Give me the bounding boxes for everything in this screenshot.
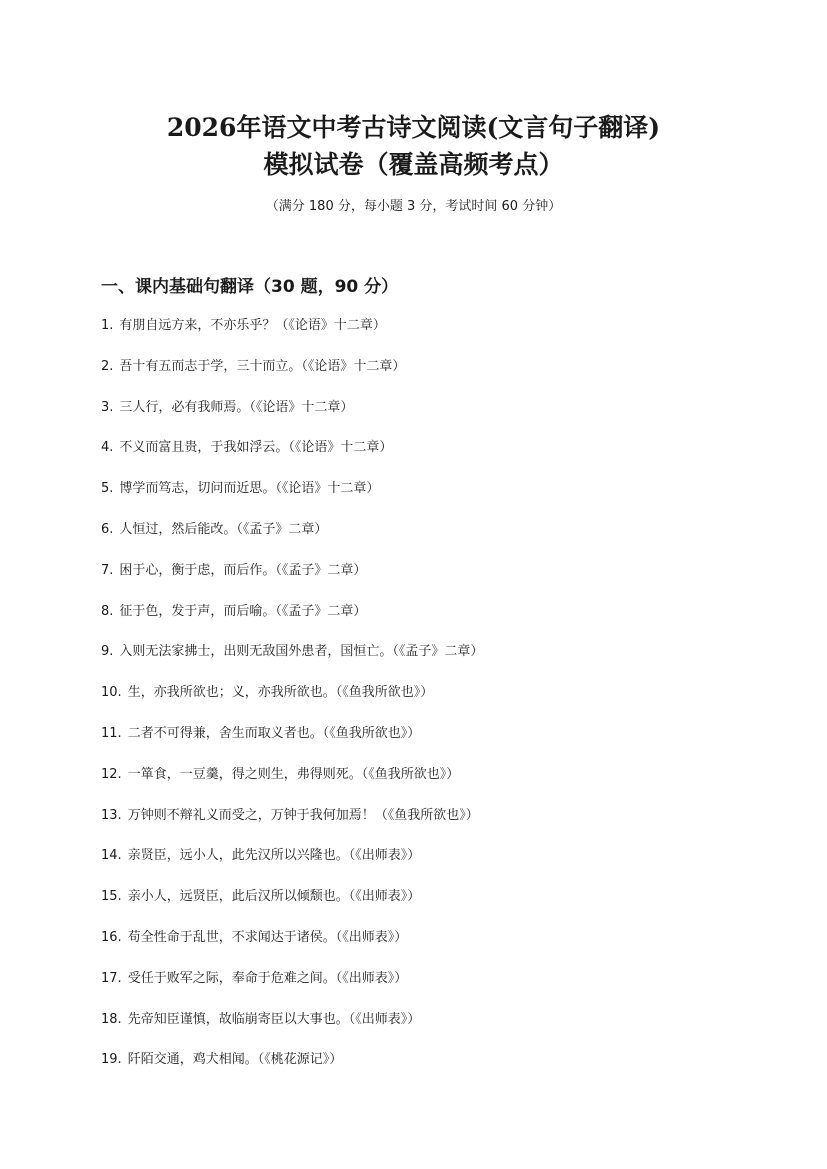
question-text: 受任于败军之际，奉命于危难之间。（《出师表》） [127,970,408,986]
question-item [101,1050,761,1091]
question-text: 人恒过，然后能改。（《孟子》二章） [119,521,328,537]
section-heading: 一、课内基础句翻译（30 题，90 分） [101,277,399,297]
question-text: 亲小人，远贤臣，此后汉所以倾颓也。（《出师表》） [127,889,421,905]
question-text: 征于色，发于声，而后喻。（《孟子》二章） [119,603,367,619]
question-text: 苟全性命于乱世，不求闻达于诸侯。（《出师表》） [127,929,408,945]
question-item [101,765,761,806]
question-text: 生，亦我所欲也；义，亦我所欲也。（《鱼我所欲也》） [127,685,434,701]
question-number: 14. [101,848,122,864]
exam-info-subtitle: （满分 180 分，每小题 3 分，考试时间 60 分钟） [265,199,562,214]
question-text: 先帝知臣谨慎，故临崩寄臣以大事也。（《出师表》） [127,1011,421,1027]
question-text: 万钟则不辩礼义而受之，万钟于我何加焉！（《鱼我所欲也》） [127,807,479,823]
question-number: 18. [101,1011,122,1027]
question-text: 二者不可得兼，舍生而取义者也。（《鱼我所欲也》） [127,725,421,741]
question-text: 亲贤臣，远小人，此先汉所以兴隆也。（《出师表》） [127,848,421,864]
question-text: 困于心，衡于虑，而后作。（《孟子》二章） [119,562,367,578]
question-item [101,561,761,602]
question-item [101,520,761,561]
question-item [101,479,761,520]
question-number: 11. [101,725,122,741]
question-number: 1. [101,318,114,333]
question-number: 5. [101,481,114,497]
question-number: 2. [101,358,114,374]
question-text: 不义而富且贵，于我如浮云。（《论语》十二章） [119,440,393,456]
question-item [101,357,761,398]
question-item [101,806,761,847]
question-item [101,846,761,887]
document-title-line2: 模拟试卷（覆盖高频考点） [263,150,564,179]
question-number: 7. [101,562,114,578]
question-number: 3. [101,399,114,415]
question-item [101,887,761,928]
question-item [101,316,761,357]
question-item [101,602,761,643]
question-item [101,683,761,724]
document-title-line1: 2026年语文中考古诗文阅读(文言句子翻译) [166,113,661,142]
question-text: 吾十有五而志于学，三十而立。（《论语》十二章） [119,358,406,374]
question-text: 有朋自远方来，不亦乐乎？（《论语》十二章） [119,318,386,333]
question-number: 8. [101,603,114,619]
question-number: 6. [101,521,114,537]
question-item [101,1010,761,1051]
question-number: 9. [101,644,114,660]
question-number: 10. [101,685,122,701]
question-number: 17. [101,970,122,986]
question-number: 4. [101,440,114,456]
question-item [101,928,761,969]
question-text: 博学而笃志，切问而近思。（《论语》十二章） [119,481,380,497]
question-number: 12. [101,766,122,782]
question-text: 阡陌交通，鸡犬相闻。（《桃花源记》） [127,1052,343,1068]
question-item [101,398,761,439]
question-item [101,969,761,1010]
question-number: 16. [101,929,122,945]
question-item [101,642,761,683]
question-list [101,316,761,1091]
question-text: 入则无法家拂士，出则无敌国外患者，国恒亡。（《孟子》二章） [119,644,484,660]
question-text: 三人行，必有我师焉。（《论语》十二章） [119,399,354,415]
question-item [101,438,761,479]
question-text: 一箪食，一豆羹，得之则生，弗得则死。（《鱼我所欲也》） [127,766,460,782]
question-item [101,724,761,765]
question-number: 13. [101,807,122,823]
question-number: 19. [101,1052,122,1068]
question-number: 15. [101,889,122,905]
